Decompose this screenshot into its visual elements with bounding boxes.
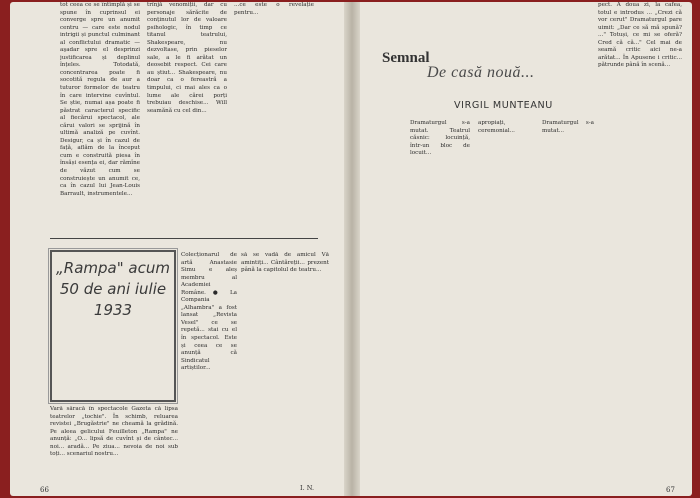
rampa-title: „Rampa" acum 50 de ani iulie 1933: [56, 259, 170, 319]
article-headline: De casă nouă...: [427, 64, 535, 81]
right-sidebar-column: pect. A doua zi, la cafea, totul e introdus ... „Crezi că vor cerut" Dramaturgul pare uimit: „Dar ce să mă spună? ..." Totuși, ce mi se oferă? Cred că că..." Cel mai de seamă critic aici ne-a arătat... În Apusene i critic... pătrunde până în scenă...: [598, 2, 682, 69]
right-column-1: Dramaturgul s-a mutat. Teatrul căsnic: locuință, într-un bloc de locuit...: [410, 120, 470, 157]
left-bottom-column-2: Colecționarul de artă Anastasie Simu e aleș membru al Academiei Române. ● La Compania „Alhambra" a fost lansat „Revista Vesel" ce se repetă... stai cu el în spectacol. Este și ceea ce se anunță că Sindicatul artiștilor...: [181, 252, 237, 372]
left-bottom-column-1: Vară săracă în spectacole Gazeta că lipsa teatrelor „tochie". În schimb, reluarea revistei „Brugăstrie" ne cheamă la grădină. Pe aleea gelicului Feuilleton „Rampa" ne anunță: „O... lipsă de cuvînt și de cântec... noi... aradă... Pe ziua... nevoia de noi sub toți... scenariul nostru...: [50, 406, 178, 458]
left-top-column-1: tot ceea ce se întîmplă și se spune în cuprinsul ei converge spre un anumit centru — care este nodul intrigii și punctul culminant al conflictului dramatic — aşadar spre el desprinzi justificarea și deplinul înțeles. Totodată, concentrarea poate fi socotită regula de aur a tuturor formelor de teatru în care intervine cuvîntul. Se știe, numai așa poate fi păstrat caracterul specific al fiecărui spectacol, ale cărui valori se sprijină în ultimă analiză pe cuvînt. Desigur, ca și în cazul de față, aflăm de la început cum e construită piesa în însăși esența ei, dar rămîne de văzut cum se construiește un anumit ce, ca în cazul lui Jean-Louis Barrault, instrumentele...: [60, 2, 140, 197]
left-signoff: I. N.: [300, 484, 315, 492]
rampa-box: [50, 250, 176, 402]
left-bottom-column-3: să se vadă de amicul Vă amintiți... Cântăreții... prezent până la capitolul de teatru...: [241, 252, 329, 274]
right-column-3: Dramaturgul s-a mutat...: [542, 120, 594, 134]
page-number: 67: [666, 486, 675, 494]
page-number: 66: [40, 486, 49, 494]
left-top-column-2: trînjă venomiții, dar cu personaje sărăcite de conținutul lor de valoare psihologic, în timp ce titanul teatrului, Shakespeare, nu dezvoltase, prin pieselor sale, a le fi arătat un deosebit respect. Cei care au știut... Shakespeare, nu doar ca o fereastră a timpului, ci mai ales ca o lume ale cărei porți trebuiau deschise... Will seamănă cu cel din...: [147, 2, 227, 114]
left-page: [10, 2, 344, 496]
left-top-column-3: ...ce este o revelație pentru...: [234, 2, 314, 16]
section-divider: [50, 238, 318, 239]
magazine-spread: [10, 2, 692, 496]
section-heading: Semnal: [382, 50, 430, 66]
right-column-2: apropiați, ceremonial...: [478, 120, 515, 134]
article-author: VIRGIL MUNTEANU: [454, 100, 553, 111]
book-gutter: [344, 2, 360, 496]
